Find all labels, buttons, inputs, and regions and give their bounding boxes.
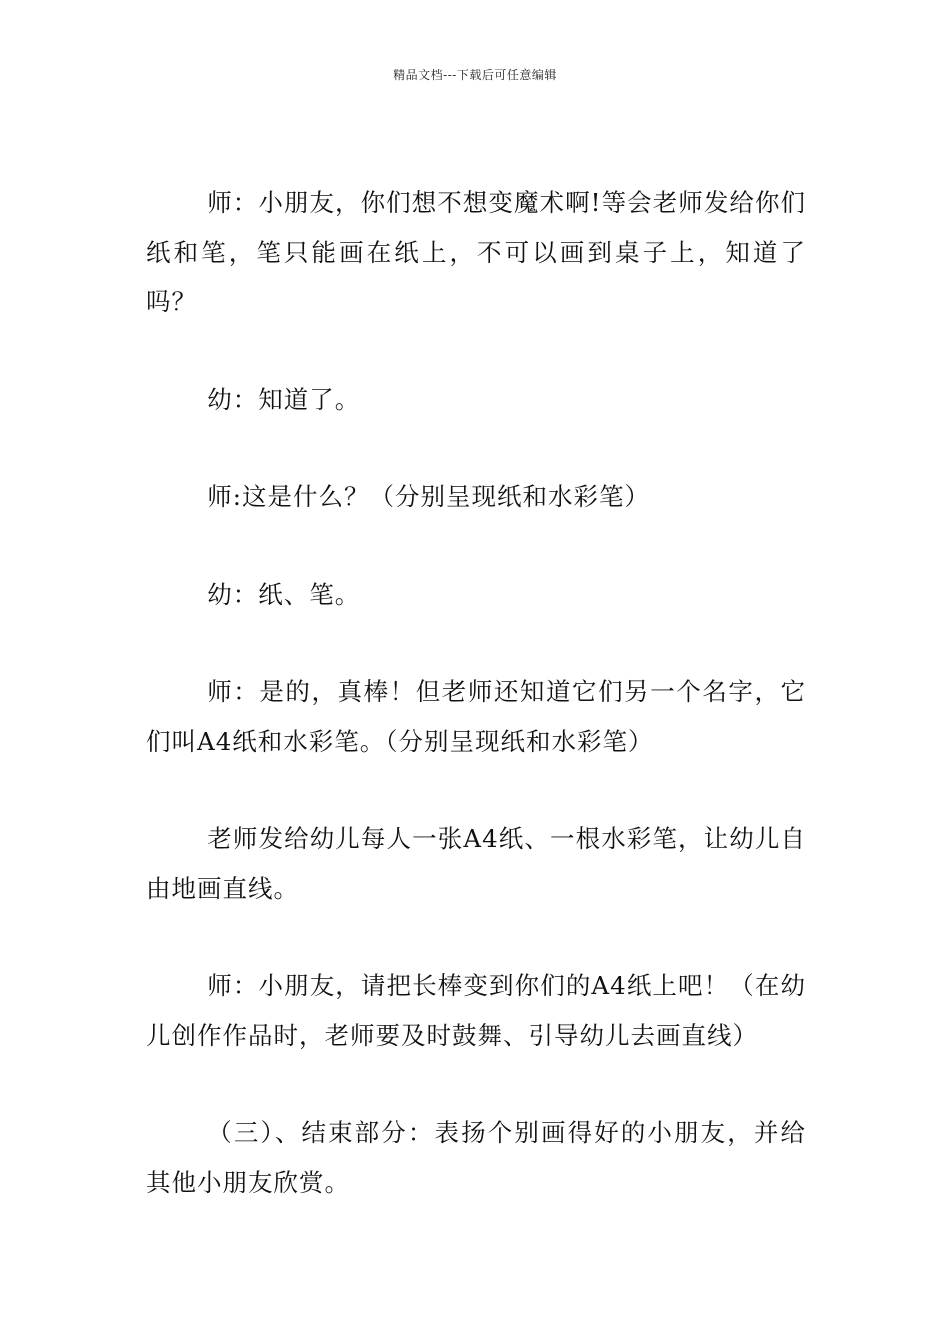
document-body [146, 178, 806, 1255]
paragraph-teacher-a4: 师：是的，真棒！但老师还知道它们另一个名字，它们叫A4纸和水彩笔。（分别呈现纸和水彩笔） [146, 677, 806, 756]
paragraph-teacher-magic: 师：小朋友，你们想不想变魔术啊!等会老师发给你们纸和笔，笔只能画在纸上，不可以画到桌子上，知道了吗？ [146, 188, 806, 316]
paragraph-teacher-hands-out: 老师发给幼儿每人一张A4纸、一根水彩笔，让幼儿自由地画直线。 [146, 824, 806, 903]
paragraph-child-paper-pen: 幼：纸、笔。 [207, 579, 361, 609]
paragraph-conclusion: （三）、结束部分：表扬个别画得好的小朋友，并给其他小朋友欣赏。 [146, 1118, 806, 1197]
paragraph-teacher-what: 师:这是什么？（分别呈现纸和水彩笔） [207, 482, 651, 511]
page-header: 精品文档---下载后可任意编辑 [393, 68, 557, 82]
paragraph-teacher-draw-lines: 师：小朋友，请把长棒变到你们的A4纸上吧！（在幼儿创作作品时，老师要及时鼓舞、引导幼儿去画直线） [146, 971, 806, 1050]
paragraph-child-know: 幼：知道了。 [207, 384, 361, 414]
